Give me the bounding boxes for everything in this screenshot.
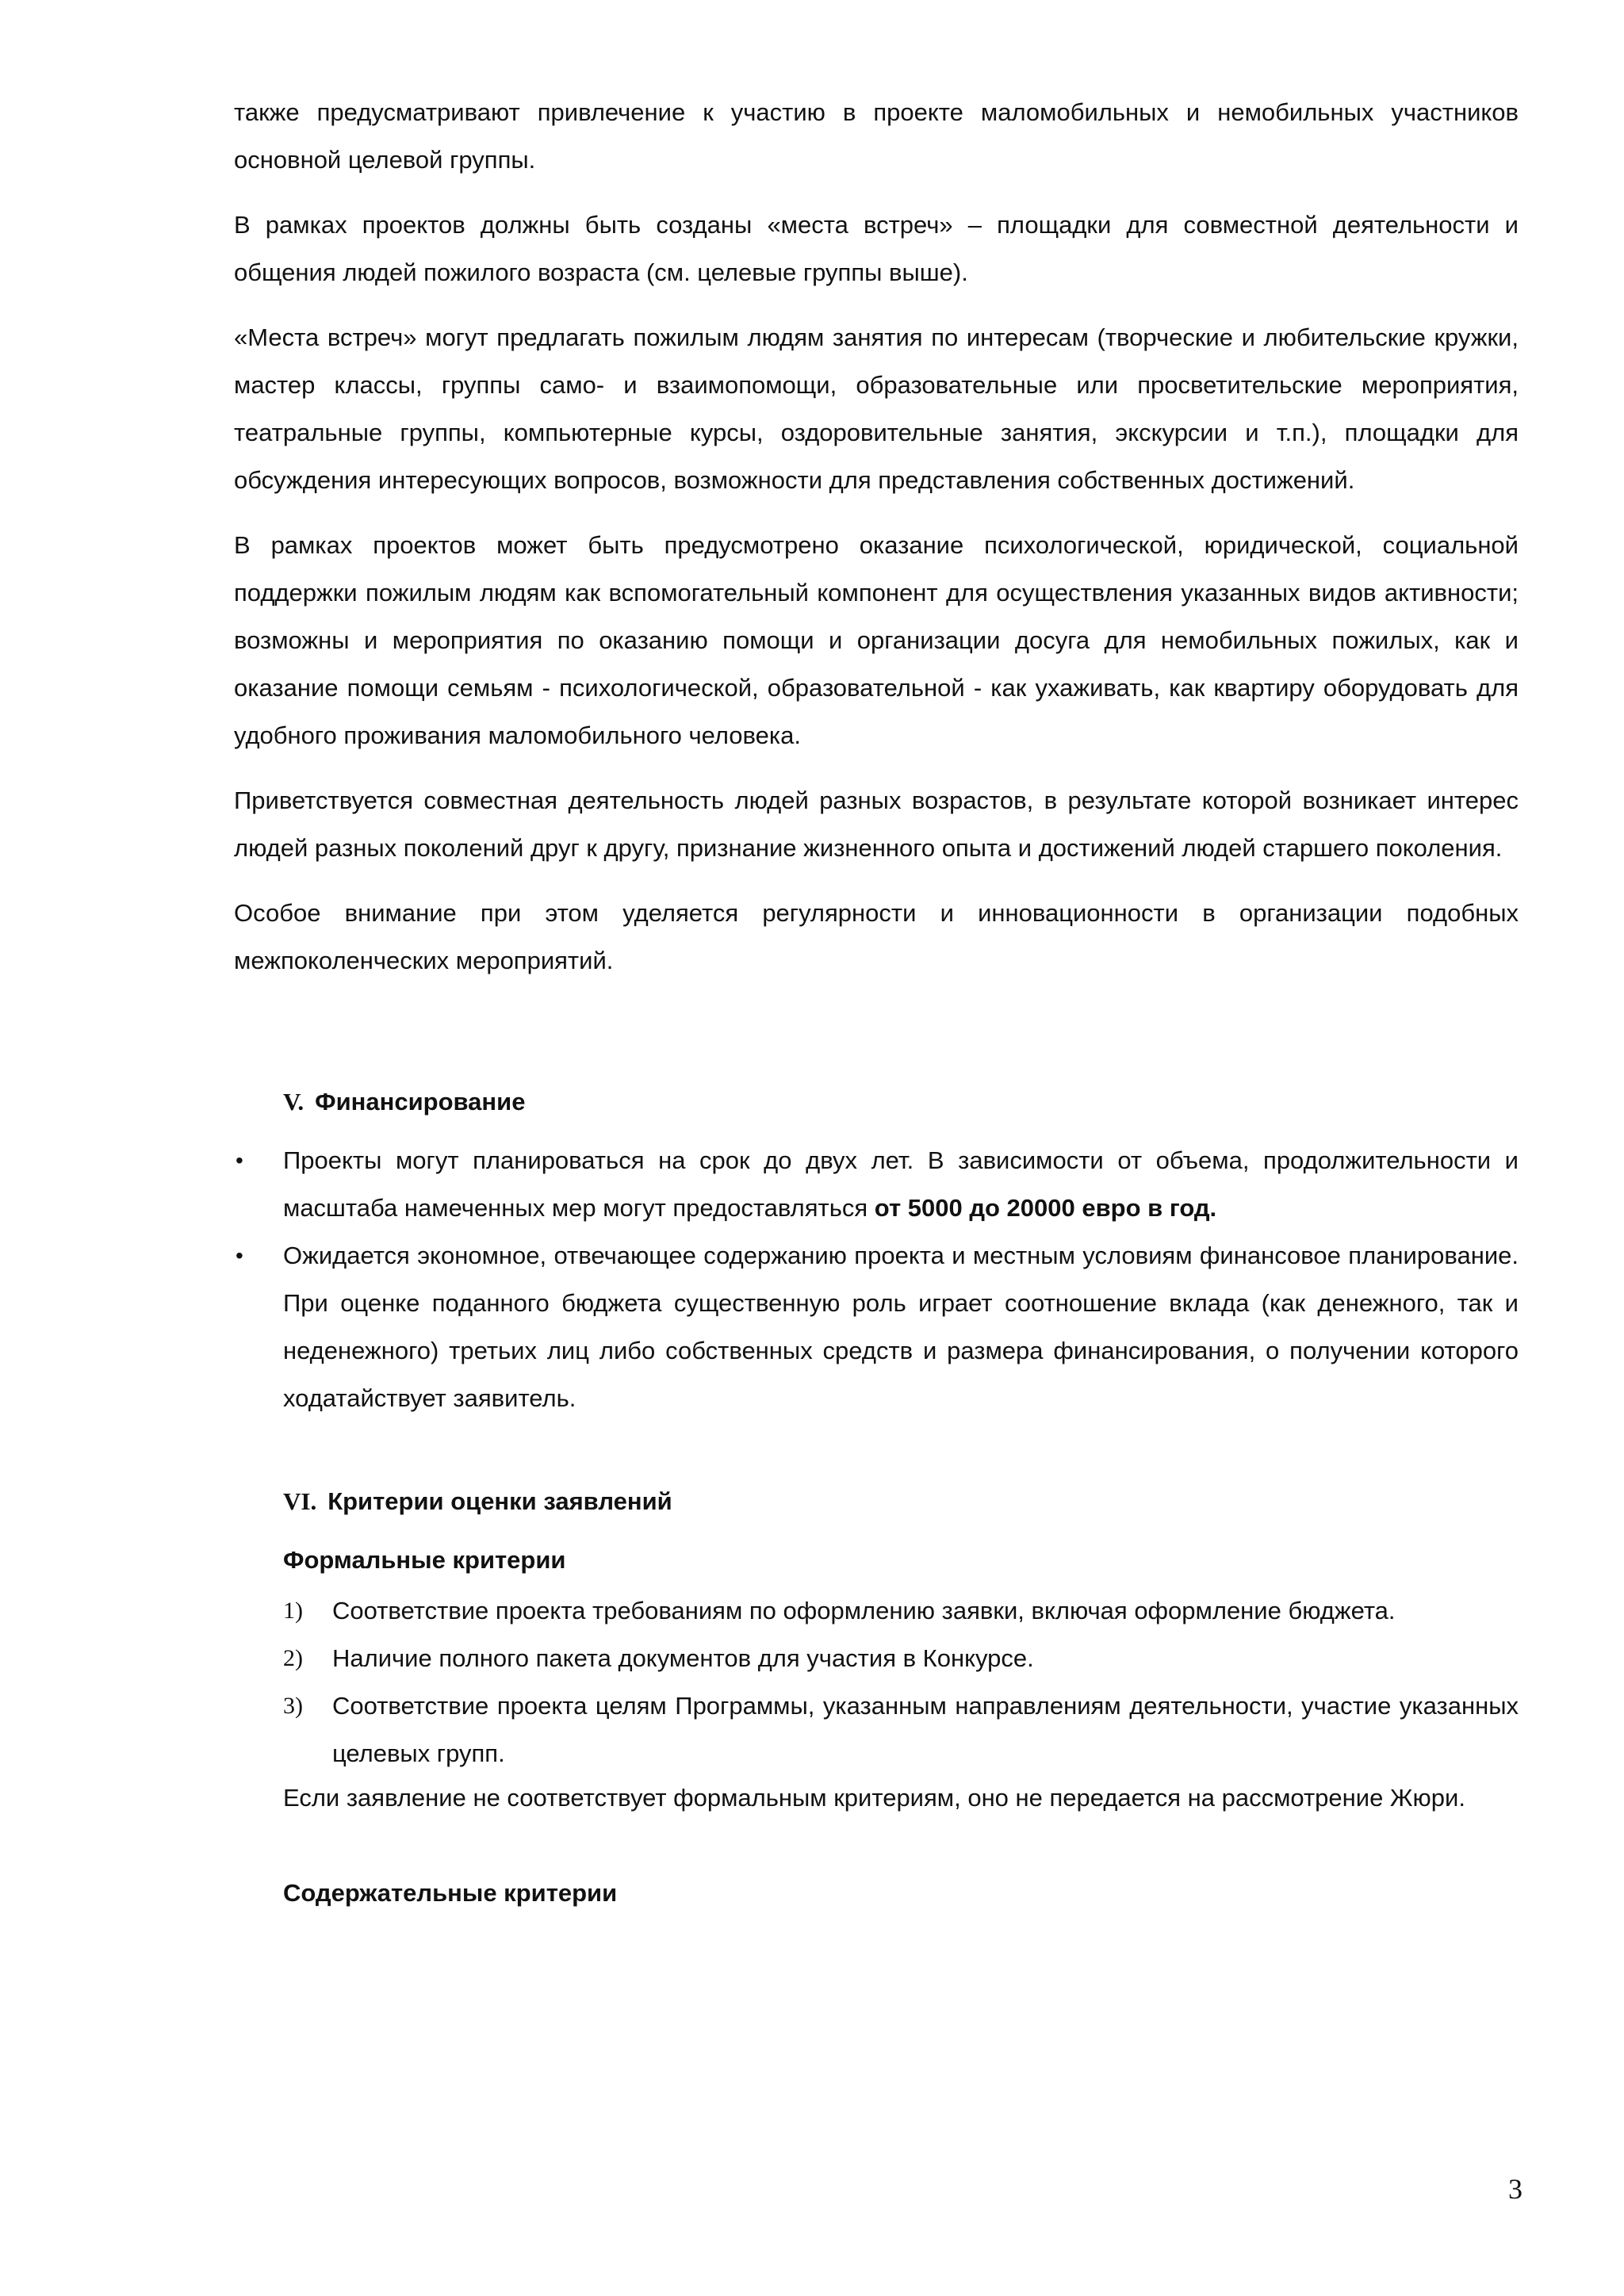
funding-bullet-2-text: Ожидается экономное, отвечающее содержанию проекта и местным условиям финансовое планирование. При оценке поданного бюджета существенную роль играет соотношение вклада (как денежного, так и неденежного) третьих лиц либо собственных средств и размера финансирования, о получении которого ходатайствует заявитель. bbox=[283, 1242, 1519, 1412]
formal-criteria-heading: Формальные критерии bbox=[283, 1546, 566, 1574]
section-6-heading bbox=[283, 1478, 1519, 1525]
section-5-number: V. bbox=[283, 1088, 304, 1115]
paragraph-5: Приветствуется совместная деятельность людей разных возрастов, в результате которой возникает интерес людей разных поколений друг к другу, признание жизненного опыта и достижений людей старшего поколения. bbox=[234, 786, 1519, 862]
paragraph-3: «Места встреч» могут предлагать пожилым людям занятия по интересам (творческие и любительские кружки, мастер классы, группы само- и взаимопомощи, образовательные или просветительские мероприятия, театральные группы, компьютерные курсы, оздоровительные занятия, экскурсии и т.п.), площадки для обсуждения интересующих вопросов, возможности для представления собственных достижений. bbox=[234, 323, 1519, 494]
list-item bbox=[283, 1635, 1519, 1682]
paragraph-1: также предусматривают привлечение к участию в проекте маломобильных и немобильных участников основной целевой группы. bbox=[234, 98, 1519, 174]
funding-bullet-2 bbox=[234, 1232, 1519, 1422]
section-5-heading bbox=[283, 1078, 1519, 1126]
bullet-icon: • bbox=[236, 1243, 243, 1268]
formal-criteria-list bbox=[283, 1587, 1519, 1777]
funding-bullet-list bbox=[234, 1137, 1519, 1422]
list-item-number: 3) bbox=[283, 1693, 303, 1719]
page-number: 3 bbox=[1508, 2173, 1522, 2205]
section-6-title: Критерии оценки заявлений bbox=[327, 1487, 672, 1515]
list-item-text: Соответствие проекта требованиям по оформлению заявки, включая оформление бюджета. bbox=[332, 1597, 1396, 1624]
list-item-number: 2) bbox=[283, 1645, 303, 1671]
formal-criteria-note: Если заявление не соответствует формальным критериям, оно не передается на рассмотрение Жюри. bbox=[283, 1784, 1465, 1812]
list-item-text: Наличие полного пакета документов для участия в Конкурсе. bbox=[332, 1644, 1034, 1672]
funding-amount: от 5000 до 20000 евро в год. bbox=[874, 1194, 1217, 1222]
list-item-text: Соответствие проекта целям Программы, указанным направлениям деятельности, участие указанных целевых групп. bbox=[332, 1692, 1519, 1767]
list-item-number: 1) bbox=[283, 1598, 303, 1624]
paragraph-4: В рамках проектов может быть предусмотрено оказание психологической, юридической, социальной поддержки пожилым людям как вспомогательный компонент для осуществления указанных видов активности; возможны и мероприятия по оказанию помощи и организации досуга для немобильных пожилых, как и оказание помощи семьям - психологической, образовательной - как ухаживать, как квартиру оборудовать для удобного проживания маломобильного человека. bbox=[234, 531, 1519, 749]
paragraph-2: В рамках проектов должны быть созданы «места встреч» – площадки для совместной деятельности и общения людей пожилого возраста (см. целевые группы выше). bbox=[234, 211, 1519, 286]
paragraph-6: Особое внимание при этом уделяется регулярности и инновационности в организации подобных межпоколенческих мероприятий. bbox=[234, 899, 1519, 974]
funding-bullet-1 bbox=[234, 1137, 1519, 1232]
list-item bbox=[283, 1587, 1519, 1635]
section-5-title: Финансирование bbox=[315, 1088, 526, 1115]
list-item bbox=[283, 1682, 1519, 1777]
content-criteria-heading: Содержательные критерии bbox=[283, 1879, 618, 1907]
section-6-number: VI. bbox=[283, 1487, 317, 1515]
bullet-icon: • bbox=[236, 1148, 243, 1173]
funding-bullet-1-text: Проекты могут планироваться на срок до двух лет. В зависимости от объема, продолжительности и масштаба намеченных мер могут предоставляться bbox=[283, 1146, 1519, 1222]
page-content bbox=[234, 89, 1519, 1920]
